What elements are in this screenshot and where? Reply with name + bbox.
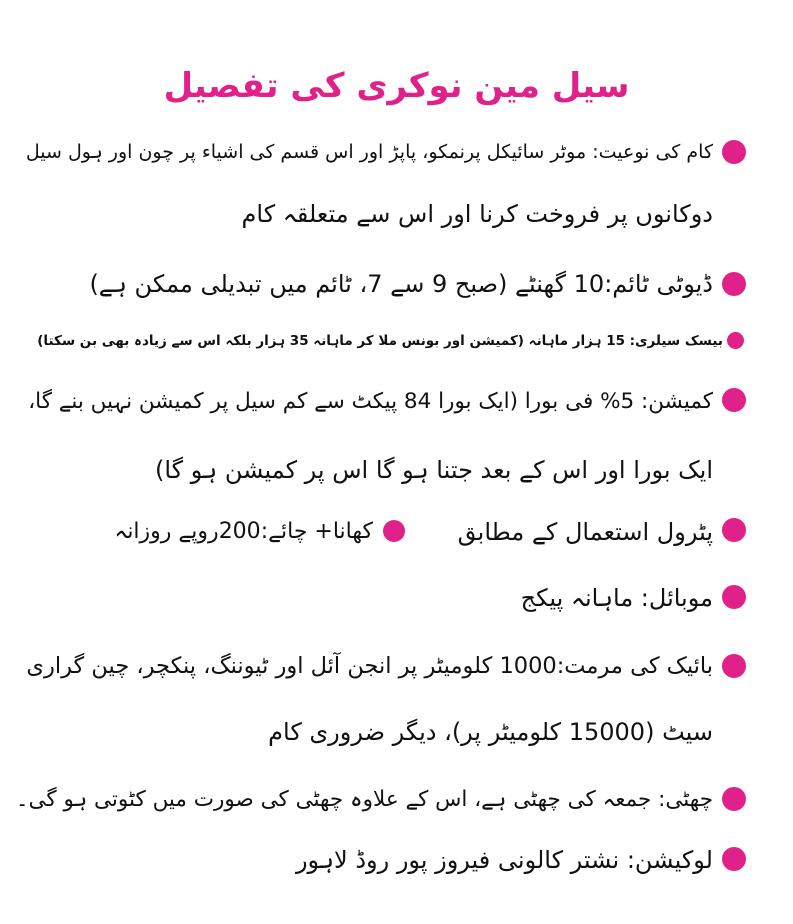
page-title: سیل مین نوکری کی تفصیل bbox=[163, 66, 630, 106]
location: لوکیشن: نشتر کالونی فیروز پور روڈ لاہور bbox=[295, 846, 713, 874]
bike-repair-line-2: سیٹ (15000 کلومیٹر پر)، دیگر ضروری کام bbox=[268, 718, 713, 746]
bullet-icon bbox=[727, 332, 744, 349]
basic-salary: بیسک سیلری: 15 ہزار ماہانہ (کمیشن اور بونس ملا کر ماہانہ 35 ہزار بلکہ اس سے زیادہ بھی بن سکتا) bbox=[37, 333, 723, 349]
food-tea: کھانا+ چائے:200روپے روزانہ bbox=[114, 519, 373, 544]
bullet-icon bbox=[722, 388, 746, 412]
bullet-icon bbox=[383, 520, 405, 542]
bullet-icon bbox=[722, 272, 746, 296]
bullet-icon bbox=[722, 847, 746, 871]
mobile: موبائل: ماہانہ پیکج bbox=[520, 584, 713, 612]
petrol: پٹرول استعمال کے مطابق bbox=[457, 518, 713, 546]
bullet-icon bbox=[722, 585, 746, 609]
bullet-icon bbox=[722, 787, 746, 811]
commission-line-1: کمیشن: 5% فی بورا (ایک بورا 84 پیکٹ سے کم سیل پر کمیشن نہیں بنے گا، bbox=[28, 389, 713, 414]
holiday: چھٹی: جمعہ کی چھٹی ہے، اس کے علاوہ چھٹی کی صورت میں کٹوتی ہو گی۔ bbox=[15, 787, 713, 812]
bike-repair-line-1: بائیک کی مرمت:1000 کلومیٹر پر انجن آئل اور ٹیوننگ، پنکچر، چین گراری bbox=[26, 653, 713, 679]
bullet-icon bbox=[722, 140, 746, 164]
commission-line-2: ایک بورا اور اس کے بعد جتنا ہو گا اس پر کمیشن ہو گا) bbox=[155, 456, 713, 484]
work-type-line-1: کام کی نوعیت: موٹر سائیکل پرنمکو، پاپڑ اور اس قسم کی اشیاء پر چون اور ہول سیل bbox=[25, 141, 713, 163]
work-type-line-2: دوکانوں پر فروخت کرنا اور اس سے متعلقہ کام bbox=[241, 200, 713, 228]
duty-time: ڈیوٹی ٹائم:10 گھنٹے (صبح 9 سے 7، ٹائم میں تبدیلی ممکن ہے) bbox=[89, 270, 713, 298]
bullet-icon bbox=[722, 654, 746, 678]
bullet-icon bbox=[722, 518, 746, 542]
